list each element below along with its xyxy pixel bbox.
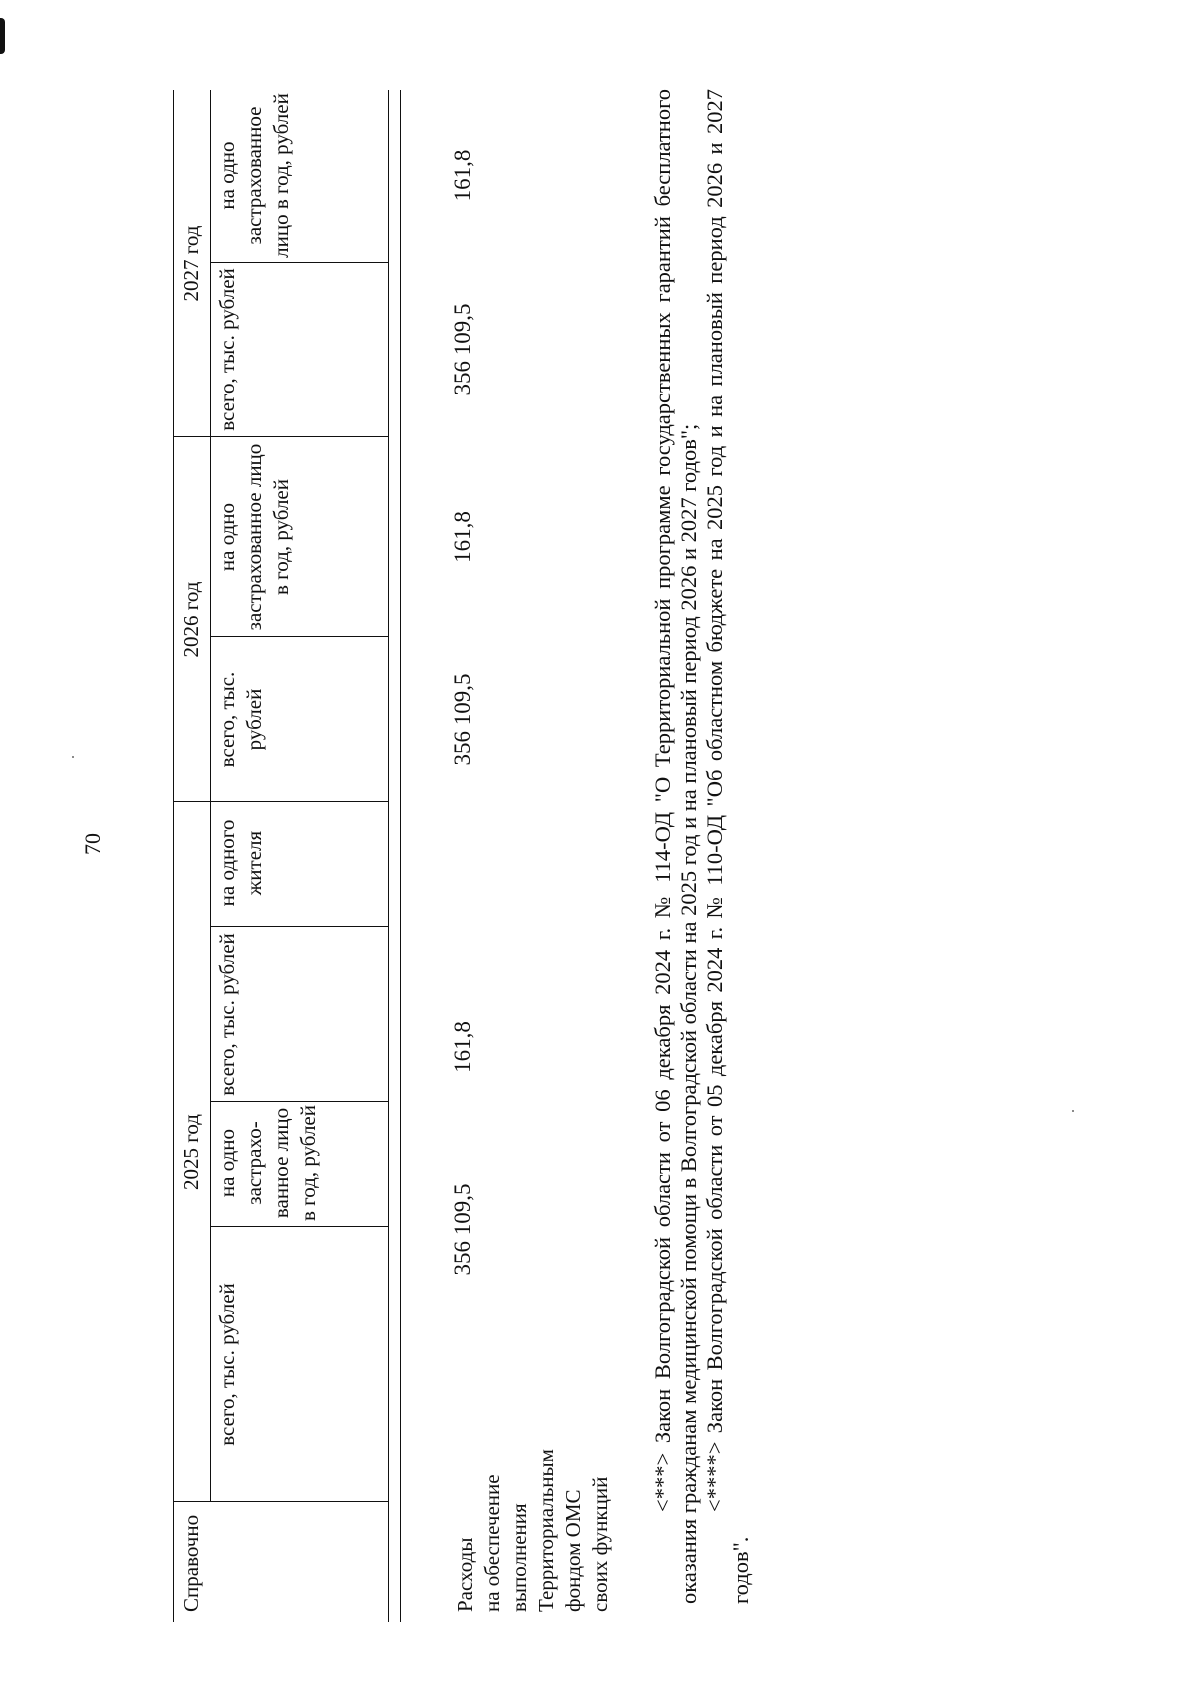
row-label-line: своих функций: [588, 1476, 612, 1612]
header-2025-total-2: всего, тыс. рублей: [215, 933, 239, 1096]
header-2025-per-resident: на одного жителя: [215, 819, 266, 907]
row-label: [452, 1382, 614, 1612]
col-rule: [173, 436, 388, 437]
col-rule: [173, 1501, 388, 1502]
col-rule: [210, 1226, 388, 1227]
header-2026-per-insured: на одно застрахованное лицо в год, рублей: [215, 443, 293, 631]
row-label-line: фондом ОМС: [561, 1489, 585, 1612]
table-year-rule: [210, 90, 211, 1502]
header-2025-per-insured: на одно застрахо- ванное лицо в год, рублей: [215, 1105, 320, 1221]
col-rule: [210, 926, 388, 927]
table-top-rule: [173, 90, 174, 1622]
col-rule: [210, 636, 388, 637]
header-year-2025: 2025 год: [179, 1114, 203, 1190]
header-year-2026: 2026 год: [179, 581, 203, 658]
value-2025-per-insured: 161,8: [450, 1021, 475, 1073]
page-number: 70: [80, 833, 105, 855]
row-label-line: на обеспечение: [480, 1474, 504, 1612]
footnote-law-110: <****> Закон Волгоградской области от 05 декабря 2024 г. № 110-ОД "Об областном бюджете на 2025 год и на плановый период 2026 и 2027 годов".: [702, 89, 753, 1604]
row-label-line: Расходы: [453, 1537, 477, 1612]
header-2026-total: всего, тыс. рублей: [215, 671, 266, 768]
table-body-top-rule: [400, 90, 401, 1622]
header-2027-total: всего, тыс. рублей: [215, 268, 239, 431]
footnote-law-114: <***> Закон Волгоградской области от 06 декабря 2024 г. № 114-ОД "О Территориальной программе государственных гарантий бесплатного оказания гражданам медицинской помощи в Волгоградской области на 2025 год и на плановый период 2026 и 2027 годов";: [650, 89, 701, 1604]
col-rule: [210, 1101, 388, 1102]
header-2025-total: всего, тыс. рублей: [215, 1283, 239, 1446]
value-2026-total: 356 109,5: [450, 673, 475, 766]
header-reference: Справочно: [179, 1514, 203, 1612]
table-header-bottom-rule: [388, 90, 389, 1622]
value-2027-per-insured: 161,8: [450, 149, 475, 202]
header-2027-per-insured: на одно застрахованное лицо в год, рублей: [215, 93, 293, 258]
col-rule: [210, 262, 388, 263]
row-label-line: выполнения: [507, 1503, 531, 1612]
footnotes: [650, 89, 754, 1604]
header-year-2027: 2027 год: [179, 225, 203, 302]
row-label-line: Территориальным: [534, 1449, 558, 1612]
value-2027-total: 356 109,5: [450, 303, 475, 396]
value-2026-per-insured: 161,8: [450, 511, 475, 563]
value-2025-total: 356 109,5: [450, 1183, 475, 1276]
col-rule: [173, 801, 388, 802]
